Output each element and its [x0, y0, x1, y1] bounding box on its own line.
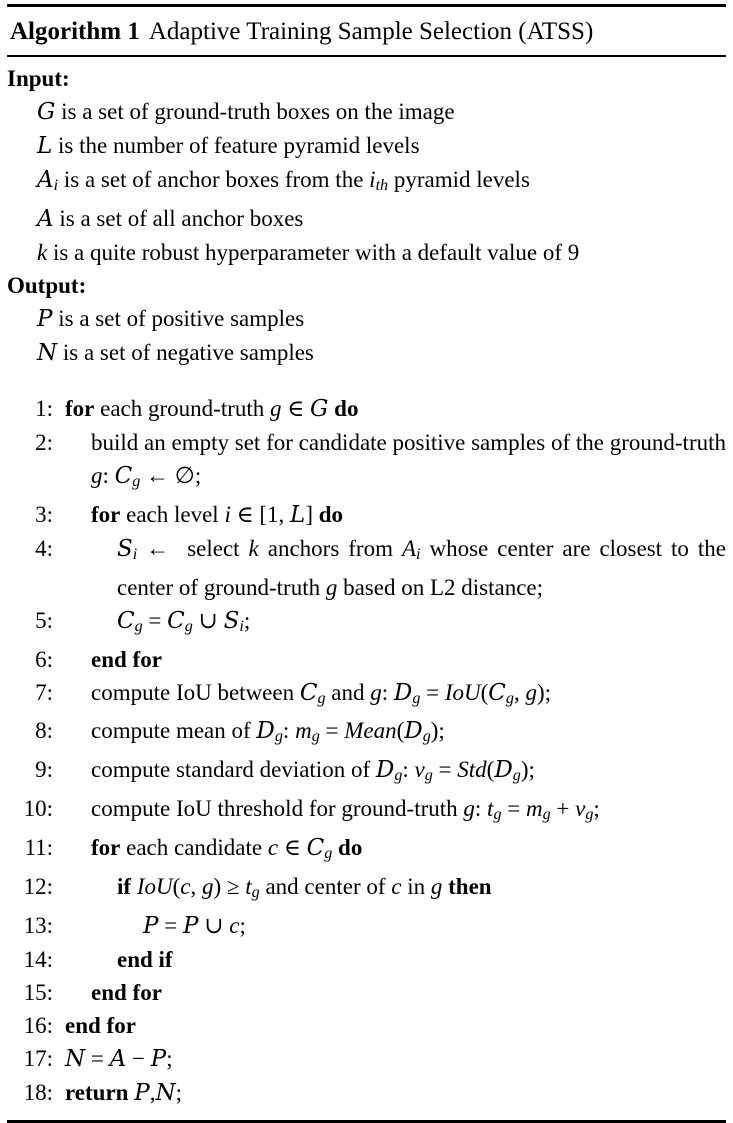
math-subscript: g: [422, 728, 431, 746]
math-subscript: g: [324, 845, 333, 863]
math-cal: C: [114, 462, 133, 489]
keyword: do: [318, 501, 344, 527]
math-cal: D: [256, 718, 275, 745]
algorithm-step: [7, 426, 732, 498]
text-run: (: [172, 874, 181, 900]
math-var: c: [229, 912, 240, 938]
input-section: [7, 62, 726, 269]
math-var: v: [414, 757, 425, 783]
math-cal: P: [37, 305, 53, 332]
text-run: :: [474, 796, 488, 822]
text-run: :: [402, 757, 415, 783]
step-number: 15:: [23, 979, 53, 1005]
text-run: anchors from: [258, 535, 402, 561]
math-subscript: g: [184, 617, 193, 635]
math-cal: D: [494, 757, 513, 784]
text-run: is a set of anchor boxes from the: [58, 167, 370, 192]
text-run: compute IoU threshold for ground-truth: [91, 796, 464, 822]
step-text: [65, 1076, 726, 1110]
text-run: ∪: [192, 607, 224, 633]
step-number: 4:: [35, 535, 53, 561]
math-subscript: i: [132, 545, 138, 563]
algorithm-step: [7, 909, 726, 943]
keyword: end if: [117, 946, 173, 972]
math-cal: C: [488, 679, 506, 706]
text-run: );: [430, 718, 445, 744]
input-declaration: [37, 95, 726, 129]
algorithm-step: [7, 831, 726, 870]
math-var: t: [487, 796, 494, 822]
math-var: t: [245, 874, 252, 900]
math-subscript: g: [132, 472, 141, 490]
step-text: [65, 643, 726, 676]
text-run: and center of: [259, 874, 392, 900]
text-run: is a set of ground-truth boxes on the image: [55, 99, 455, 124]
text-run: ← select: [137, 535, 249, 561]
step-number: 1:: [35, 395, 53, 421]
text-run: based on L2 distance;: [337, 574, 544, 600]
math-var: i: [224, 501, 231, 527]
math-var: g: [270, 395, 282, 421]
text-run: :: [381, 679, 394, 705]
algorithm-step: [7, 643, 726, 676]
math-subscript: i: [53, 176, 59, 194]
math-cal: P: [143, 912, 159, 939]
math-cal: D: [404, 718, 423, 745]
text-run: is a quite robust hyperparameter with a default value of 9: [47, 239, 580, 265]
step-number: 7:: [35, 679, 53, 705]
math-var: m: [295, 718, 312, 744]
math-subscript: g: [424, 767, 433, 785]
step-number: 5:: [35, 607, 53, 633]
keyword: end for: [91, 646, 162, 672]
algorithm-step: [7, 1009, 726, 1042]
step-number: 2:: [35, 429, 53, 455]
step-text: [65, 753, 726, 792]
math-var: k: [37, 239, 48, 265]
text-run: (: [396, 718, 405, 744]
math-cal: C: [306, 835, 325, 862]
text-run: ← ∅;: [140, 462, 202, 488]
algorithm-step: [7, 1042, 726, 1076]
step-text: [65, 532, 732, 604]
text-run: ]: [305, 501, 319, 527]
algorithm-step: [7, 870, 726, 909]
algorithm-step: [7, 604, 726, 643]
math-subscript: g: [542, 806, 551, 824]
input-declaration: [37, 163, 726, 202]
math-cal: G: [310, 395, 329, 422]
input-declaration: [37, 236, 726, 269]
text-run: +: [550, 796, 576, 822]
text-run: whose center are closest to the center of ground-truth: [117, 535, 732, 600]
algorithm-step: [7, 714, 726, 753]
algorithm-number-label: Algorithm 1: [10, 18, 140, 45]
math-subscript: i: [239, 617, 244, 635]
step-text: [65, 604, 726, 643]
math-cal: D: [393, 679, 413, 706]
math-cal: N: [37, 339, 58, 366]
algorithm-step: [7, 392, 726, 426]
text-run: ∈: [278, 835, 307, 861]
step-text: [65, 976, 726, 1009]
keyword: return: [65, 1079, 129, 1105]
step-text: [65, 792, 726, 831]
math-var: m: [525, 796, 543, 822]
text-run: =: [142, 607, 168, 633]
keyword: for: [91, 501, 121, 527]
text-run: =: [420, 679, 445, 705]
step-number: 12:: [23, 874, 53, 900]
text-run: =: [158, 912, 183, 938]
step-text: [65, 870, 726, 909]
bottom-rule: [7, 1120, 726, 1123]
text-run: is a set of all anchor boxes: [53, 205, 304, 231]
text-run: ∈ [1,: [230, 501, 291, 527]
math-var: g: [91, 462, 103, 488]
keyword: end for: [65, 1012, 136, 1038]
algorithm-step: [7, 532, 732, 604]
input-declarations: [7, 95, 726, 269]
keyword: for: [65, 395, 95, 421]
text-run: is a set of negative samples: [57, 339, 314, 365]
math-cal: D: [375, 757, 395, 784]
text-run: each candidate: [120, 835, 268, 861]
text-run: ,: [513, 679, 526, 705]
text-run: each ground-truth: [94, 395, 271, 421]
algorithm-step: [7, 792, 726, 831]
algorithm-caption: [7, 7, 726, 55]
math-cal: P: [150, 1045, 167, 1072]
math-cal: P: [134, 1079, 150, 1106]
text-run: (: [480, 679, 489, 705]
text-run: :: [282, 718, 296, 744]
step-number: 18:: [23, 1079, 53, 1105]
text-run: =: [501, 796, 526, 822]
step-text: [65, 943, 726, 976]
step-text: [65, 392, 726, 426]
step-number: 3:: [35, 501, 53, 527]
keyword: then: [448, 874, 492, 900]
algorithm-step: [7, 498, 726, 532]
math-subscript: g: [505, 689, 514, 707]
math-cal: C: [117, 607, 135, 634]
step-number: 9:: [35, 757, 53, 783]
algorithm-step: [7, 1076, 726, 1110]
output-label: Output:: [7, 272, 87, 298]
algorithm-steps: [7, 392, 732, 1110]
math-cal: S: [117, 535, 133, 562]
math-subscript: i: [416, 545, 421, 563]
math-cal: S: [223, 607, 240, 634]
text-run: ;: [593, 796, 600, 822]
text-run: compute IoU between: [91, 679, 300, 705]
text-run: ;: [239, 912, 246, 938]
text-run: =: [432, 757, 458, 783]
output-declarations: [7, 302, 726, 370]
math-var: g: [370, 679, 382, 705]
math-var: g: [201, 874, 214, 900]
math-cal: L: [37, 133, 53, 159]
text-run: ) ≥: [213, 874, 246, 900]
text-run: ∪: [198, 912, 230, 938]
math-subscript: g: [512, 767, 521, 785]
text-run: );: [520, 757, 535, 783]
step-text: [65, 831, 726, 870]
input-declaration: [37, 202, 726, 236]
math-var: g: [525, 679, 537, 705]
math-var: c: [180, 874, 191, 900]
step-text: [65, 714, 726, 753]
math-subscript: g: [394, 767, 403, 785]
math-var: c: [267, 835, 279, 861]
text-run: compute mean of: [91, 718, 257, 744]
keyword: end for: [91, 979, 162, 1005]
math-subscript: g: [493, 806, 502, 824]
step-text: [65, 909, 726, 943]
text-run: and: [325, 679, 371, 705]
text-run: ,: [149, 1079, 156, 1105]
output-declaration: [37, 302, 726, 336]
math-subscript: th: [375, 176, 389, 194]
text-run: =: [85, 1045, 110, 1071]
math-subscript: g: [251, 883, 260, 901]
math-var: Mean: [344, 718, 397, 744]
text-run: each level: [120, 501, 225, 527]
math-var: g: [463, 796, 475, 822]
output-section: [7, 269, 726, 370]
step-text: [65, 676, 726, 715]
input-declaration: [37, 129, 726, 163]
keyword: do: [334, 395, 359, 421]
output-declaration: [37, 336, 726, 370]
step-text: [65, 1042, 726, 1076]
math-var: k: [248, 535, 259, 561]
text-run: ;: [243, 607, 251, 633]
math-var: IoU: [444, 679, 481, 705]
math-cal: P: [182, 912, 199, 939]
text-run: in: [401, 874, 431, 900]
step-number: 8:: [35, 718, 53, 744]
math-cal: N: [65, 1045, 86, 1072]
keyword: if: [117, 874, 132, 900]
keyword: do: [338, 835, 363, 861]
math-subscript: g: [274, 728, 283, 746]
step-text: [65, 426, 732, 498]
math-cal: G: [37, 99, 56, 125]
math-cal: C: [299, 679, 318, 706]
text-run: is a set of positive samples: [52, 305, 305, 331]
algorithm-step: [7, 753, 726, 792]
algorithm-step: [7, 976, 726, 1009]
step-number: 14:: [23, 946, 53, 972]
text-run: compute standard deviation of: [91, 757, 376, 783]
math-var: c: [391, 874, 402, 900]
text-run: (: [486, 757, 495, 783]
step-number: 17:: [23, 1045, 53, 1071]
text-run: ;: [175, 1079, 182, 1105]
text-run: pyramid levels: [388, 167, 530, 192]
math-var: g: [325, 574, 338, 600]
text-run: =: [319, 718, 345, 744]
step-number: 13:: [23, 912, 53, 938]
keyword: for: [91, 835, 121, 861]
algorithm-title: Adaptive Training Sample Selection (ATSS): [148, 18, 594, 45]
step-number: 11:: [24, 835, 53, 861]
math-cal: A: [109, 1045, 127, 1072]
text-run: ∈: [281, 395, 311, 421]
step-text: [65, 498, 726, 532]
math-cal: C: [167, 607, 185, 634]
step-number: 16:: [23, 1012, 53, 1038]
text-run: −: [126, 1045, 151, 1071]
math-cal: A: [37, 167, 54, 193]
algorithm-step: [7, 943, 726, 976]
math-subscript: g: [412, 689, 421, 707]
math-subscript: g: [311, 728, 320, 746]
text-run: ;: [166, 1045, 173, 1071]
math-subscript: g: [317, 689, 326, 707]
step-number: 6:: [35, 646, 53, 672]
math-subscript: g: [585, 806, 594, 824]
math-var: v: [575, 796, 586, 822]
step-number: 10:: [23, 796, 53, 822]
math-subscript: g: [134, 617, 143, 635]
math-cal: L: [290, 501, 306, 528]
math-var: Std: [457, 757, 487, 783]
algorithm-step: [7, 676, 726, 715]
step-text: [65, 1009, 726, 1042]
math-var: IoU: [136, 874, 173, 900]
math-var: A: [401, 535, 417, 561]
text-run: );: [536, 679, 552, 705]
input-label: Input:: [7, 66, 70, 91]
text-run: build an empty set for candidate positive samples of the ground-truth: [91, 429, 732, 455]
text-run: :: [102, 462, 115, 488]
text-run: ,: [190, 874, 202, 900]
math-var: g: [430, 874, 443, 900]
math-cal: A: [37, 205, 54, 232]
algorithm-body: [7, 57, 732, 1110]
math-cal: N: [155, 1079, 176, 1106]
text-run: is the number of feature pyramid levels: [52, 133, 420, 158]
math-var: i: [369, 167, 376, 192]
